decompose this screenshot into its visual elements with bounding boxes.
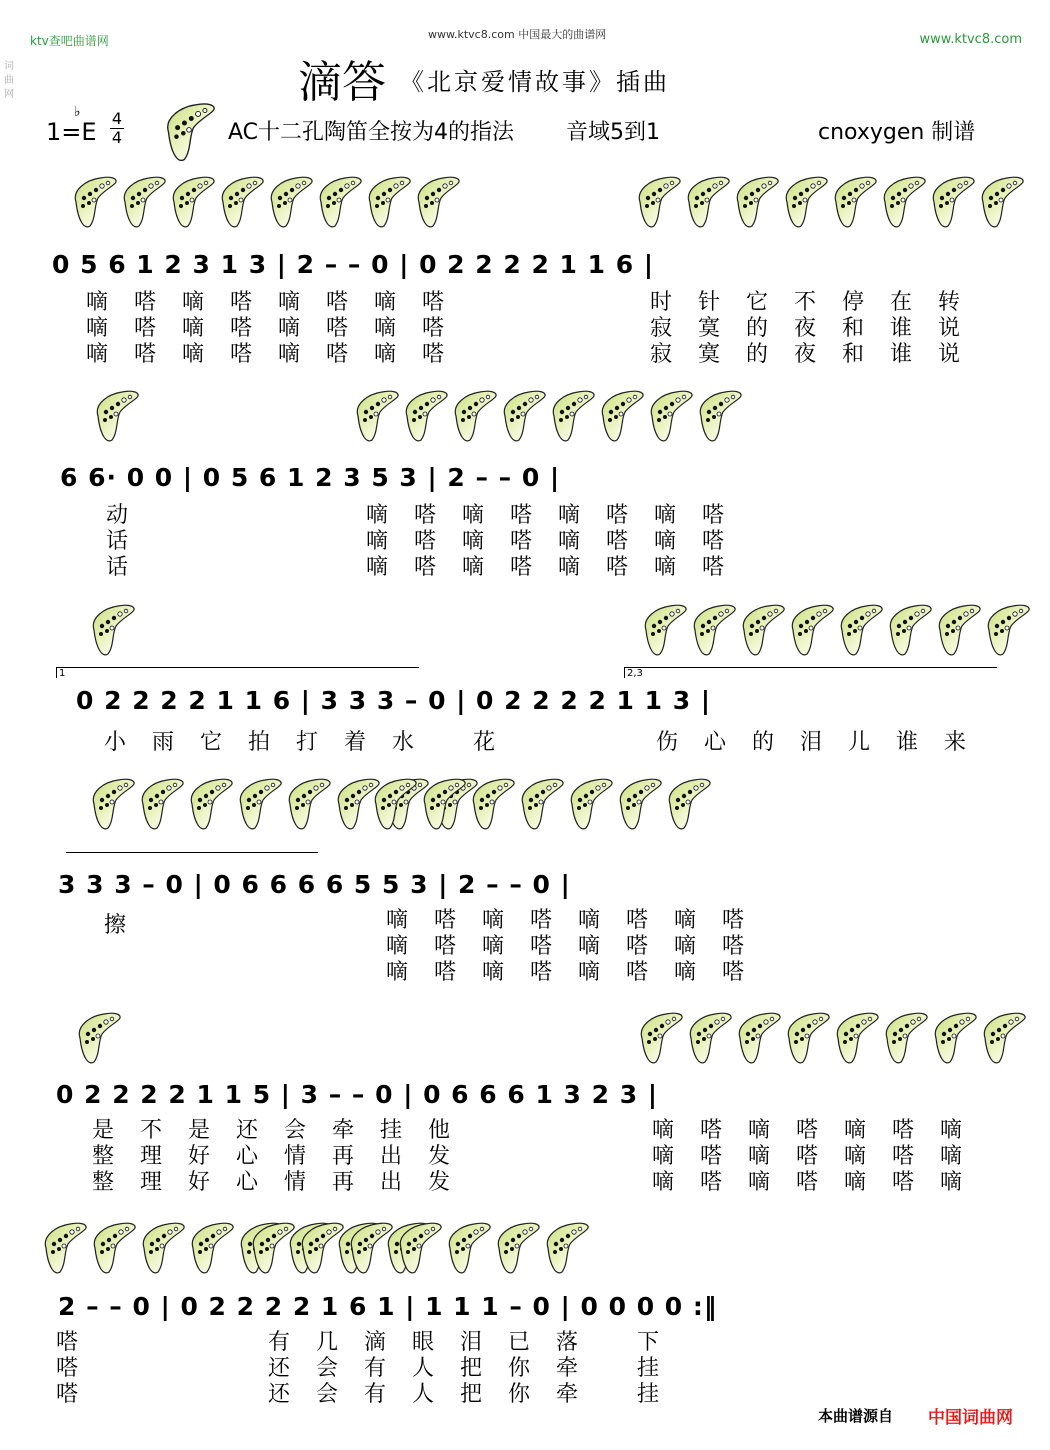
source-label: 本曲谱源自 <box>818 1407 894 1425</box>
lyric-line: 嗒 <box>56 1330 105 1355</box>
ocarina-fingering-icon <box>493 1218 541 1276</box>
lyric-line: 嘀嗒嘀嗒嘀嗒嘀嗒 <box>386 960 771 985</box>
ocarina-fingering-icon <box>977 172 1025 230</box>
lyric-line: 还会有人把你牵 挂 <box>268 1382 685 1407</box>
ocarina-fingering-icon <box>413 172 461 230</box>
ocarina-fingering-icon <box>732 172 780 230</box>
lyrics-block <box>92 1118 476 1196</box>
ocarina-fingering-icon <box>885 600 933 658</box>
source-site-link[interactable]: 中国词曲网 <box>928 1408 1013 1428</box>
ocarina-fingering-icon <box>685 1008 733 1066</box>
lyrics-block <box>86 290 470 368</box>
ocarina-fingering-icon <box>928 172 976 230</box>
fingering-row <box>88 600 137 658</box>
ocarina-fingering-icon <box>444 1218 492 1276</box>
ocarina-fingering-icon <box>683 172 731 230</box>
time-top: 4 <box>111 109 123 128</box>
ocarina-fingering-icon <box>88 774 136 832</box>
volta-1: 1 <box>56 667 419 678</box>
lyric-line: 嘀嗒嘀嗒嘀嗒嘀嗒 <box>86 342 471 367</box>
lyrics-block <box>366 503 750 581</box>
lyric-line: 嘀嗒嘀嗒嘀嗒嘀 <box>652 1170 989 1195</box>
lyrics-block <box>650 290 986 368</box>
ocarina-fingering-icon <box>542 1218 590 1276</box>
fingering-row <box>248 1218 591 1276</box>
ocarina-fingering-icon <box>879 172 927 230</box>
flat-sign: ♭ <box>74 104 81 120</box>
lyrics-block <box>106 503 154 581</box>
fingering-row <box>640 600 1032 658</box>
fingering-row <box>92 386 141 444</box>
notation-line: 0 2 2 2 2 1 1 5 | 3 – – 0 | 0 6 6 6 1 3 2 3 | <box>56 1080 658 1109</box>
ocarina-fingering-icon <box>634 172 682 230</box>
lyric-line: 嘀嗒嘀嗒嘀嗒嘀嗒 <box>386 934 771 959</box>
lyric-line: 嘀嗒嘀嗒嘀嗒嘀嗒 <box>366 555 751 580</box>
lyric-line: 伤心的泪儿谁来 <box>656 730 993 755</box>
ocarina-fingering-icon <box>395 1218 443 1276</box>
ocarina-fingering-icon <box>346 1218 394 1276</box>
lyric-line: 嘀嗒嘀嗒嘀嗒嘀嗒 <box>366 503 751 528</box>
lyric-line: 动 <box>106 503 155 528</box>
ocarina-fingering-icon <box>597 386 645 444</box>
ocarina-fingering-icon <box>734 1008 782 1066</box>
lyric-line: 整理好心情再出发 <box>92 1144 477 1169</box>
ocarina-fingering-icon <box>566 774 614 832</box>
lyric-line: 嘀嗒嘀嗒嘀嗒嘀 <box>652 1144 989 1169</box>
fingering-row <box>636 1008 1028 1066</box>
ocarina-fingering-icon <box>70 172 118 230</box>
instruction-text: AC十二孔陶笛全按为4的指法 <box>228 120 515 145</box>
site-url-right[interactable]: www.ktvc8.com <box>919 32 1022 47</box>
lyric-line: 小雨它拍打着水 花 <box>104 730 521 755</box>
ocarina-fingering-icon <box>364 172 412 230</box>
ocarina-fingering-icon <box>548 386 596 444</box>
lyrics-block <box>386 908 770 986</box>
ocarina-fingering-icon <box>783 1008 831 1066</box>
ocarina-fingering-icon <box>186 774 234 832</box>
ocarina-fingering-icon <box>830 172 878 230</box>
notation-line: 2 – – 0 | 0 2 2 2 2 1 6 1 | 1 1 1 – 0 | 0 0 0 0 :‖ <box>58 1292 718 1321</box>
ocarina-fingering-icon <box>419 774 467 832</box>
ocarina-fingering-icon <box>315 172 363 230</box>
ocarina-fingering-icon <box>401 386 449 444</box>
ocarina-fingering-icon <box>689 600 737 658</box>
volta-2-3: 2,3 <box>624 667 997 678</box>
fingering-row <box>70 172 462 230</box>
side-watermark: 词曲网 <box>4 61 14 100</box>
ocarina-fingering-icon <box>217 172 265 230</box>
lyrics-block <box>656 725 992 756</box>
lyrics-block <box>652 1118 988 1196</box>
lyric-line: 嘀嗒嘀嗒嘀嗒嘀 <box>652 1118 989 1143</box>
ocarina-fingering-icon <box>284 774 332 832</box>
ocarina-fingering-icon <box>74 1008 122 1066</box>
key-signature: 1=E <box>46 118 97 146</box>
ocarina-fingering-icon <box>640 600 688 658</box>
lyrics-block <box>268 1330 685 1408</box>
ocarina-fingering-icon <box>517 774 565 832</box>
fingering-row <box>74 1008 123 1066</box>
arranger-credit: cnoxygen 制谱 <box>818 120 976 145</box>
lyric-line: 寂寞的夜和谁说 <box>650 316 987 341</box>
range-text: 音域5到1 <box>566 120 660 145</box>
site-name-left: ktv查吧曲谱网 <box>30 34 109 48</box>
lyric-line: 话 <box>106 529 155 554</box>
lyric-line: 嘀嗒嘀嗒嘀嗒嘀嗒 <box>386 908 771 933</box>
ocarina-fingering-icon <box>836 600 884 658</box>
ocarina-fingering-icon <box>156 98 222 164</box>
lyric-line: 嗒 <box>56 1382 105 1407</box>
ocarina-fingering-icon <box>297 1218 345 1276</box>
lyric-line: 还会有人把你牵 挂 <box>268 1356 685 1381</box>
ocarina-fingering-icon <box>781 172 829 230</box>
notation-line: 0 2 2 2 2 1 1 6 | 3 3 3 – 0 | 0 2 2 2 2 1 1 3 | <box>76 686 711 715</box>
ocarina-fingering-icon <box>664 774 712 832</box>
ocarina-fingering-icon <box>615 774 663 832</box>
notation-line: 6 6· 0 0 | 0 5 6 1 2 3 5 3 | 2 – – 0 | <box>60 463 561 492</box>
ocarina-fingering-icon <box>881 1008 929 1066</box>
lyric-line: 整理好心情再出发 <box>92 1170 477 1195</box>
notation-line: 3 3 3 – 0 | 0 6 6 6 6 5 5 3 | 2 – – 0 | <box>58 870 571 899</box>
ocarina-fingering-icon <box>119 172 167 230</box>
time-bottom: 4 <box>111 128 123 147</box>
song-title: 滴答 <box>298 57 386 108</box>
ocarina-fingering-icon <box>266 172 314 230</box>
fingering-row <box>352 386 744 444</box>
ocarina-fingering-icon <box>636 1008 684 1066</box>
ocarina-fingering-icon <box>89 1218 137 1276</box>
song-subtitle: 《北京爱情故事》插曲 <box>400 68 670 96</box>
lyric-line: 有几滴眼泪已落 下 <box>268 1330 685 1355</box>
ocarina-fingering-icon <box>934 600 982 658</box>
ocarina-fingering-icon <box>352 386 400 444</box>
ocarina-fingering-icon <box>646 386 694 444</box>
ocarina-fingering-icon <box>979 1008 1027 1066</box>
fingering-row <box>370 774 713 832</box>
lyrics-block <box>56 1330 104 1408</box>
lyric-line: 嘀嗒嘀嗒嘀嗒嘀嗒 <box>86 316 471 341</box>
ocarina-fingering-icon <box>92 386 140 444</box>
ocarina-fingering-icon <box>468 774 516 832</box>
lyric-line: 嘀嗒嘀嗒嘀嗒嘀嗒 <box>366 529 751 554</box>
ocarina-fingering-icon <box>40 1218 88 1276</box>
lyric-line: 寂寞的夜和谁说 <box>650 342 987 367</box>
lyric-line: 嗒 <box>56 1356 105 1381</box>
ocarina-fingering-icon <box>930 1008 978 1066</box>
ocarina-fingering-icon <box>983 600 1031 658</box>
ocarina-fingering-icon <box>832 1008 880 1066</box>
ocarina-fingering-icon <box>235 774 283 832</box>
lyric-line: 是不是还会牵挂他 <box>92 1118 477 1143</box>
site-tagline: www.ktvc8.com 中国最大的曲谱网 <box>428 28 607 41</box>
ocarina-fingering-icon <box>88 600 136 658</box>
ocarina-fingering-icon <box>370 774 418 832</box>
lyric-line: 话 <box>106 555 155 580</box>
lyrics-block <box>104 725 521 756</box>
ocarina-fingering-icon <box>137 774 185 832</box>
ocarina-fingering-icon <box>695 386 743 444</box>
notation-line: 0 5 6 1 2 3 1 3 | 2 – – 0 | 0 2 2 2 2 1 1 6 | <box>52 250 654 279</box>
lyrics-block <box>104 908 152 939</box>
lyric-line: 擦 <box>104 913 153 938</box>
ocarina-fingering-icon <box>248 1218 296 1276</box>
slur-line <box>66 852 318 853</box>
lyric-line: 嘀嗒嘀嗒嘀嗒嘀嗒 <box>86 290 471 315</box>
ocarina-fingering-icon <box>787 600 835 658</box>
ocarina-fingering-icon <box>738 600 786 658</box>
ocarina-fingering-icon <box>499 386 547 444</box>
ocarina-fingering-icon <box>168 172 216 230</box>
ocarina-fingering-icon <box>187 1218 235 1276</box>
fingering-row <box>634 172 1026 230</box>
ocarina-fingering-icon <box>138 1218 186 1276</box>
time-signature <box>110 110 124 147</box>
lyric-line: 时针它不停在转 <box>650 290 987 315</box>
ocarina-fingering-icon <box>450 386 498 444</box>
